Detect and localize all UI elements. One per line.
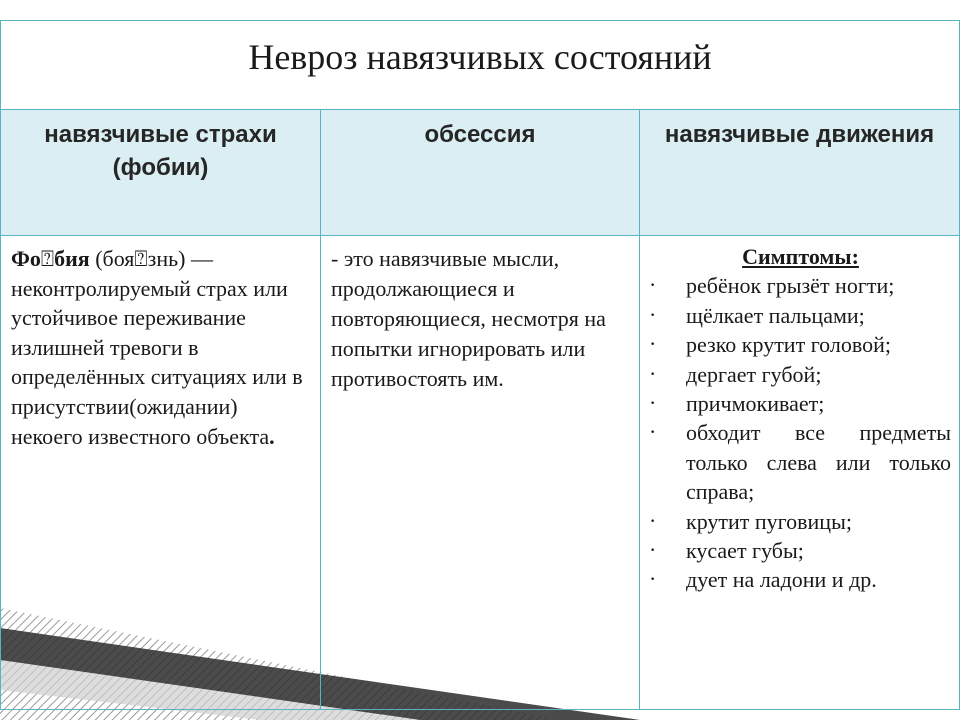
page-title: Невроз навязчивых состояний	[248, 37, 712, 77]
phobia-paren-part1: (боя	[95, 246, 135, 271]
obsession-definition: - это навязчивые мысли, продолжающиеся и повторяющиеся, несмотря на попытки игнорировать или противостоять им.	[331, 246, 606, 391]
bullet-icon: ·	[650, 542, 656, 560]
bullet-icon: ·	[650, 424, 656, 442]
bullet-icon: ·	[650, 365, 656, 383]
obsession-cell	[321, 236, 640, 710]
list-item: · щёлкает пальцами;	[650, 301, 951, 330]
header-obsession-label: обсессия	[424, 121, 536, 148]
list-item: · кусает губы;	[650, 536, 951, 565]
neurosis-table	[0, 20, 960, 710]
missing-glyph-icon-2: ⍰	[134, 246, 148, 271]
bullet-icon: ·	[650, 395, 656, 413]
list-item: · дергает губой;	[650, 360, 951, 389]
header-movements-label: навязчивые движения	[664, 121, 935, 148]
list-item: · дует на ладони и др.	[650, 565, 951, 594]
list-item: · обходит все предметы только слева или только справа;	[650, 420, 952, 505]
phobia-term-part2: бия	[54, 246, 90, 271]
bullet-icon: ·	[650, 571, 656, 589]
list-item: · крутит пуговицы;	[650, 507, 951, 536]
phobia-paren-part2: знь) —	[147, 246, 213, 271]
symptoms-list	[650, 271, 951, 594]
movements-cell	[640, 236, 960, 710]
phobia-term-part1: Фо	[11, 246, 41, 271]
header-phobias	[1, 110, 321, 236]
phobia-definition: неконтролируемый страх или устойчивое переживание излишней тревоги в определённых ситуациях или в присутствии(ожидании) некоего известного объекта	[11, 275, 303, 449]
bullet-icon: ·	[650, 277, 656, 295]
bullet-icon: ·	[650, 336, 656, 354]
header-obsession	[321, 110, 640, 236]
missing-glyph-icon: ⍰	[40, 246, 55, 271]
list-item: · причмокивает;	[650, 389, 951, 418]
symptoms-heading: Симптомы:	[742, 244, 859, 269]
phobia-end: .	[269, 423, 275, 449]
header-movements	[640, 110, 960, 236]
bullet-icon: ·	[650, 306, 656, 324]
header-phobias-label: навязчивые страхи (фобии)	[44, 121, 277, 181]
list-item: · ребёнок грызёт ногти;	[650, 271, 951, 300]
title-cell	[1, 21, 960, 110]
list-item: · резко крутит головой;	[650, 330, 951, 359]
phobia-cell	[1, 236, 321, 710]
bullet-icon: ·	[650, 512, 656, 530]
